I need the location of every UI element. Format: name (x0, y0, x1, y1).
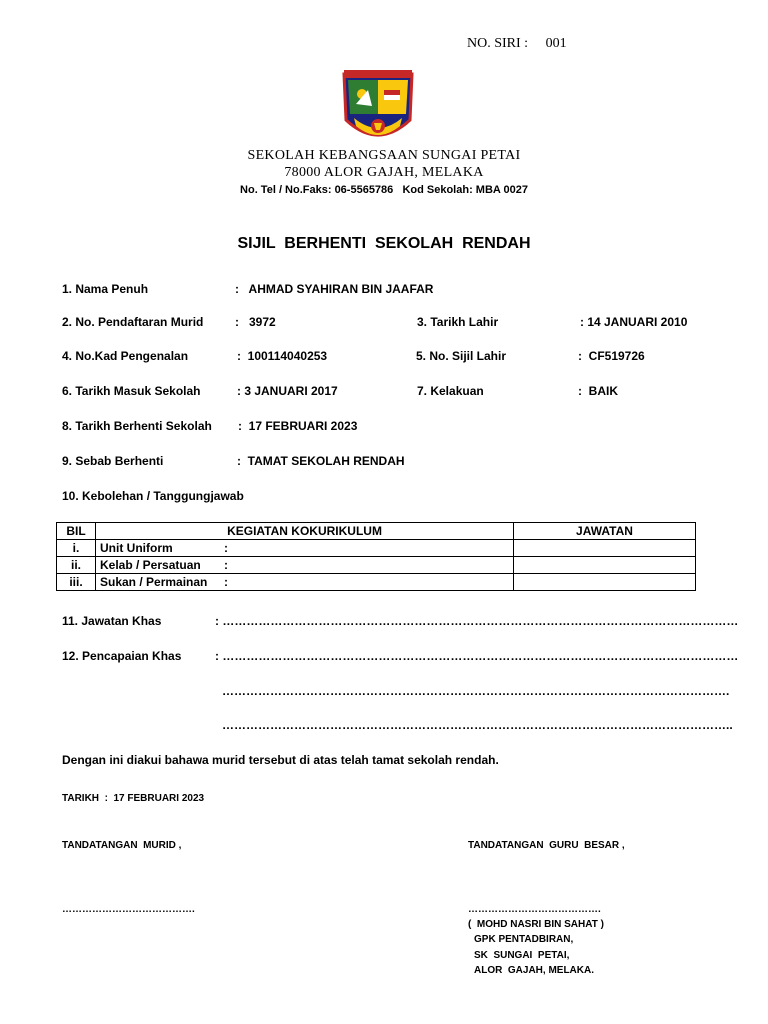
pencapaian-khas-line3: ……………………………………………………………………………………………………………….. (222, 718, 733, 732)
table-row (57, 557, 696, 574)
serial-label: NO. SIRI : (467, 36, 529, 51)
field-kebolehan-label: 10. Kebolehan / Tanggungjawab (62, 489, 244, 503)
signature-guru-line: …………………………………. (468, 904, 601, 915)
row-separator: : (224, 575, 228, 589)
header-kegiatan: KEGIATAN KOKURIKULUM (96, 523, 514, 540)
guru-name: ( MOHD NASRI BIN SAHAT ) (468, 919, 604, 930)
pencapaian-khas-value: : ………………………………………………………………………………………………………………… (215, 649, 739, 663)
declaration-text: Dengan ini diakui bahawa murid tersebut di atas telah tamat sekolah rendah. (62, 753, 499, 767)
field-berhenti-value: : 17 FEBRUARI 2023 (238, 419, 358, 433)
field-nama-label: 1. Nama Penuh (62, 282, 149, 296)
table-row (57, 540, 696, 557)
field-sebab-label: 9. Sebab Berhenti (62, 454, 164, 468)
row-separator: : (224, 541, 228, 555)
row-kegiatan (96, 540, 514, 557)
school-contact: No. Tel / No.Faks: 06-5565786 Kod Sekolah: MBA 0027 (240, 184, 528, 196)
field-sijil-lahir-value: : CF519726 (578, 349, 645, 363)
guru-title-2: SK SUNGAI PETAI, (474, 950, 570, 961)
row-jawatan-cell (514, 574, 696, 591)
field-berhenti-label: 8. Tarikh Berhenti Sekolah (62, 419, 212, 433)
row-bil: iii. (57, 574, 96, 591)
tarikh-text: TARIKH : 17 FEBRUARI 2023 (62, 793, 205, 804)
school-crest-logo (340, 68, 416, 148)
jawatan-khas-value: : ………………………………………………………………………………………………………………… (215, 614, 739, 628)
guru-title-1: GPK PENTADBIRAN, (474, 934, 574, 945)
row-kegiatan-label: Kelab / Persatuan (100, 558, 201, 572)
signature-guru-label: TANDATANGAN GURU BESAR , (468, 840, 625, 851)
row-bil: i. (57, 540, 96, 557)
field-kad-label: 4. No.Kad Pengenalan (62, 349, 189, 363)
header-bil: BIL (57, 523, 96, 540)
school-address: 78000 ALOR GAJAH, MELAKA (284, 165, 484, 180)
signature-murid-line: …………………………………. (62, 904, 195, 915)
row-jawatan-cell (514, 540, 696, 557)
field-kelakuan-value: : BAIK (578, 384, 618, 398)
row-kegiatan (96, 574, 514, 591)
field-sijil-lahir-label: 5. No. Sijil Lahir (416, 349, 507, 363)
field-pendaftaran-value: : 3972 (235, 315, 276, 329)
row-separator: : (224, 558, 228, 572)
pencapaian-khas-label: 12. Pencapaian Khas (62, 649, 182, 663)
field-masuk-label: 6. Tarikh Masuk Sekolah (62, 384, 201, 398)
field-pendaftaran-label: 2. No. Pendaftaran Murid (62, 315, 204, 329)
row-kegiatan-label: Sukan / Permainan (100, 575, 208, 589)
field-masuk-value: : 3 JANUARI 2017 (237, 384, 338, 398)
table-row (57, 574, 696, 591)
field-kad-value: : 100114040253 (237, 349, 328, 363)
jawatan-khas-label: 11. Jawatan Khas (62, 614, 162, 628)
field-sebab-value: : TAMAT SEKOLAH RENDAH (237, 454, 405, 468)
field-tarikh-lahir-label: 3. Tarikh Lahir (417, 315, 499, 329)
field-nama-value: : AHMAD SYAHIRAN BIN JAAFAR (235, 282, 434, 296)
header-jawatan: JAWATAN (514, 523, 696, 540)
field-tarikh-lahir-value: : 14 JANUARI 2010 (580, 315, 688, 329)
guru-title-3: ALOR GAJAH, MELAKA. (474, 965, 594, 976)
certificate-title: SIJIL BERHENTI SEKOLAH RENDAH (237, 235, 531, 252)
row-jawatan-cell (514, 557, 696, 574)
row-bil: ii. (57, 557, 96, 574)
row-kegiatan (96, 557, 514, 574)
school-name: SEKOLAH KEBANGSAAN SUNGAI PETAI (247, 148, 521, 163)
signature-murid-label: TANDATANGAN MURID , (62, 840, 182, 851)
kokurikulum-table (56, 522, 696, 591)
serial-value: 001 (545, 36, 567, 51)
row-kegiatan-label: Unit Uniform (100, 541, 173, 555)
table-header-row (57, 523, 696, 540)
serial-number (467, 36, 567, 52)
field-kelakuan-label: 7. Kelakuan (417, 384, 484, 398)
pencapaian-khas-line2: ………………………………………………………………………………………………………………. (222, 684, 730, 698)
